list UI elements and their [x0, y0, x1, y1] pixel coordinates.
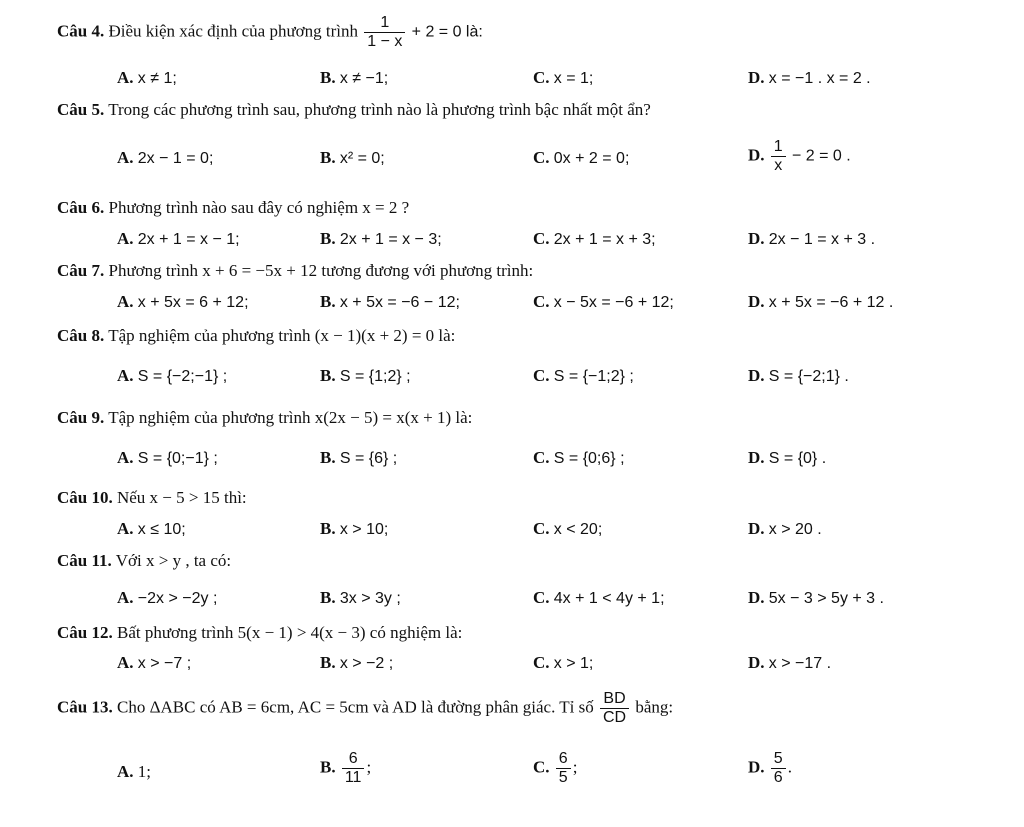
option-b[interactable]	[320, 588, 401, 608]
option-a[interactable]	[117, 588, 217, 608]
question-text: Điều kiện xác định của phương trình	[108, 21, 359, 41]
option-label: B.	[320, 653, 336, 672]
option-text: x + 5x = −6 − 12;	[339, 294, 460, 311]
question-11-stem	[57, 551, 231, 571]
question-4-options	[0, 68, 1024, 98]
fraction-numerator: BD	[603, 690, 626, 707]
option-d[interactable]	[748, 138, 851, 175]
option-label: D.	[748, 519, 765, 538]
option-text: −2x > −2y ;	[137, 590, 218, 607]
option-d[interactable]	[748, 366, 849, 386]
option-d[interactable]	[748, 292, 893, 312]
question-label: Câu 13.	[57, 697, 113, 717]
option-a[interactable]	[117, 366, 227, 386]
option-text: x > −7 ;	[137, 655, 192, 672]
fraction-numerator: 1	[773, 138, 783, 155]
question-text: Phương trình nào sau đây có nghiệm x = 2 ?	[108, 198, 410, 217]
question-7-options	[0, 292, 1024, 322]
question-label: Câu 12.	[57, 623, 113, 642]
option-text: x ≤ 10;	[137, 521, 186, 538]
option-c[interactable]	[533, 588, 665, 608]
question-4-stem	[57, 14, 483, 51]
option-label: D.	[748, 448, 765, 467]
option-text: x > 20 .	[768, 521, 822, 538]
option-c[interactable]	[533, 653, 593, 673]
option-label: D.	[748, 366, 765, 385]
option-label: A.	[117, 762, 134, 781]
option-label: D.	[748, 757, 765, 777]
fraction	[556, 750, 571, 787]
question-13-stem	[57, 690, 673, 727]
fraction-denominator: 1 − x	[364, 32, 405, 51]
option-c[interactable]	[533, 750, 577, 787]
option-label: B.	[320, 68, 336, 87]
option-b[interactable]	[320, 366, 411, 386]
option-label: C.	[533, 292, 550, 311]
option-label: C.	[533, 68, 550, 87]
option-b[interactable]	[320, 653, 393, 673]
option-label: A.	[117, 653, 134, 672]
option-a[interactable]	[117, 762, 151, 782]
fraction	[364, 14, 405, 51]
option-text: ;	[572, 757, 578, 777]
fraction-denominator: x	[771, 156, 786, 175]
option-label: A.	[117, 588, 134, 607]
option-d[interactable]	[748, 448, 826, 468]
question-label: Câu 11.	[57, 551, 112, 570]
question-label: Câu 10.	[57, 488, 113, 507]
option-c[interactable]	[533, 68, 593, 88]
option-label: B.	[320, 148, 336, 167]
option-c[interactable]	[533, 292, 674, 312]
question-7-stem	[57, 261, 533, 281]
fraction-denominator: 5	[556, 768, 571, 787]
option-label: A.	[117, 292, 134, 311]
option-text: S = {0;6} ;	[553, 450, 625, 467]
option-label: D.	[748, 68, 765, 87]
option-text: x > 1;	[553, 655, 594, 672]
option-text: x < 20;	[553, 521, 603, 538]
option-text: S = {−1;2} ;	[553, 368, 634, 385]
option-label: C.	[533, 588, 550, 607]
question-9-options	[0, 448, 1024, 478]
question-label: Câu 4.	[57, 21, 105, 41]
option-text: S = {0} .	[768, 450, 827, 467]
question-13-options	[0, 750, 1024, 792]
option-d[interactable]	[748, 588, 884, 608]
option-c[interactable]	[533, 366, 634, 386]
question-12-options	[0, 653, 1024, 683]
option-text: S = {1;2} ;	[339, 368, 411, 385]
option-text: 2x + 1 = x + 3;	[553, 231, 656, 248]
option-a[interactable]	[117, 653, 191, 673]
fraction-denominator: 11	[342, 768, 365, 787]
option-label: C.	[533, 366, 550, 385]
option-b[interactable]	[320, 292, 460, 312]
question-11-options	[0, 588, 1024, 618]
question-10-stem	[57, 488, 247, 508]
option-label: B.	[320, 229, 336, 248]
option-label: B.	[320, 448, 336, 467]
option-text: 2x + 1 = x − 3;	[339, 231, 442, 248]
fraction-denominator: CD	[600, 708, 629, 727]
question-12-stem	[57, 623, 462, 643]
option-text: x = 1;	[553, 70, 594, 87]
question-label: Câu 8.	[57, 326, 105, 345]
option-label: B.	[320, 292, 336, 311]
option-text: x ≠ −1;	[339, 70, 389, 87]
option-text: x ≠ 1;	[137, 70, 177, 87]
option-label: C.	[533, 148, 550, 167]
option-label: D.	[748, 145, 765, 165]
fraction	[600, 690, 629, 727]
option-label: D.	[748, 653, 765, 672]
option-text: S = {−2;1} .	[768, 368, 849, 385]
question-text-tail: + 2 = 0 là:	[411, 23, 483, 41]
option-text: 5x − 3 > 5y + 3 .	[768, 590, 884, 607]
option-d[interactable]	[748, 519, 822, 539]
fraction-denominator: 6	[771, 768, 786, 787]
option-label: A.	[117, 448, 134, 467]
option-c[interactable]	[533, 519, 602, 539]
fraction-numerator: 5	[773, 750, 783, 767]
option-label: B.	[320, 757, 336, 777]
option-a[interactable]	[117, 148, 213, 168]
question-text: Tập nghiệm của phương trình x(2x − 5) = x(x + 1) là:	[108, 408, 473, 427]
question-text: Bất phương trình 5(x − 1) > 4(x − 3) có nghiệm là:	[116, 623, 463, 642]
option-d[interactable]	[748, 653, 831, 673]
option-text: x + 5x = 6 + 12;	[137, 294, 249, 311]
option-text: x > −17 .	[768, 655, 832, 672]
option-text: x > 10;	[339, 521, 389, 538]
option-label: D.	[748, 229, 765, 248]
option-label: A.	[117, 229, 134, 248]
question-text: Trong các phương trình sau, phương trình nào là phương trình bậc nhất một ẩn?	[108, 100, 651, 119]
option-c[interactable]	[533, 448, 625, 468]
option-text: S = {0;−1} ;	[137, 450, 218, 467]
option-label: A.	[117, 68, 134, 87]
option-label: C.	[533, 757, 550, 777]
option-label: D.	[748, 588, 765, 607]
option-label: C.	[533, 229, 550, 248]
question-10-options	[0, 519, 1024, 549]
fraction-numerator: 1	[380, 14, 390, 31]
option-b[interactable]	[320, 519, 388, 539]
option-label: D.	[748, 292, 765, 311]
question-label: Câu 6.	[57, 198, 105, 217]
option-label: A.	[117, 519, 134, 538]
question-8-stem	[57, 326, 455, 346]
option-text: x > −2 ;	[339, 655, 394, 672]
option-c[interactable]	[533, 229, 656, 249]
option-label: C.	[533, 448, 550, 467]
question-label: Câu 5.	[57, 100, 105, 119]
question-6-stem	[57, 198, 409, 218]
fraction-numerator: 6	[558, 750, 568, 767]
question-text-tail: bằng:	[635, 697, 674, 717]
option-b[interactable]	[320, 750, 371, 787]
option-text: x² = 0;	[339, 150, 385, 167]
option-b[interactable]	[320, 229, 442, 249]
option-c[interactable]	[533, 148, 629, 168]
option-label: A.	[117, 366, 134, 385]
fraction	[771, 750, 786, 787]
fraction-numerator: 6	[348, 750, 358, 767]
question-8-options	[0, 366, 1024, 396]
option-a[interactable]	[117, 68, 177, 88]
option-d[interactable]	[748, 750, 792, 787]
question-text: Tập nghiệm của phương trình (x − 1)(x + 2) = 0 là:	[108, 326, 456, 345]
option-a[interactable]	[117, 229, 240, 249]
question-5-stem	[57, 100, 651, 120]
option-label: C.	[533, 519, 550, 538]
fraction	[771, 138, 786, 175]
option-a[interactable]	[117, 292, 249, 312]
option-text: .	[787, 757, 792, 777]
question-text: Phương trình x + 6 = −5x + 12 tương đương với phương trình:	[108, 261, 534, 280]
question-label: Câu 9.	[57, 408, 105, 427]
option-label: C.	[533, 653, 550, 672]
option-label: B.	[320, 366, 336, 385]
question-text: Cho ΔABC có AB = 6cm, AC = 5cm và AD là đường phân giác. Tỉ số	[116, 697, 594, 717]
option-text: 1;	[137, 762, 152, 781]
question-9-stem	[57, 408, 472, 428]
option-text: 2x − 1 = x + 3 .	[768, 231, 876, 248]
question-text: Với x > y , ta có:	[115, 551, 232, 570]
option-text: 3x > 3y ;	[339, 590, 401, 607]
question-text: Nếu x − 5 > 15 thì:	[116, 488, 247, 507]
option-label: B.	[320, 588, 336, 607]
option-text: ;	[366, 757, 372, 777]
option-a[interactable]	[117, 448, 218, 468]
option-text: x + 5x = −6 + 12 .	[768, 294, 894, 311]
option-label: B.	[320, 519, 336, 538]
option-text: 2x − 1 = 0;	[137, 150, 214, 167]
option-d[interactable]	[748, 68, 871, 88]
option-text: x − 5x = −6 + 12;	[553, 294, 674, 311]
question-label: Câu 7.	[57, 261, 105, 280]
option-b[interactable]	[320, 448, 397, 468]
question-5-options	[0, 138, 1024, 178]
option-label: A.	[117, 148, 134, 167]
option-text: − 2 = 0 .	[791, 147, 851, 165]
option-text: x = −1 . x = 2 .	[768, 70, 871, 87]
option-d[interactable]	[748, 229, 875, 249]
option-text: 2x + 1 = x − 1;	[137, 231, 240, 248]
option-b[interactable]	[320, 68, 388, 88]
option-text: 0x + 2 = 0;	[553, 150, 630, 167]
option-text: S = {6} ;	[339, 450, 398, 467]
option-a[interactable]	[117, 519, 186, 539]
option-b[interactable]	[320, 148, 385, 168]
question-6-options	[0, 229, 1024, 259]
option-text: 4x + 1 < 4y + 1;	[553, 590, 665, 607]
option-text: S = {−2;−1} ;	[137, 368, 228, 385]
fraction	[342, 750, 365, 787]
